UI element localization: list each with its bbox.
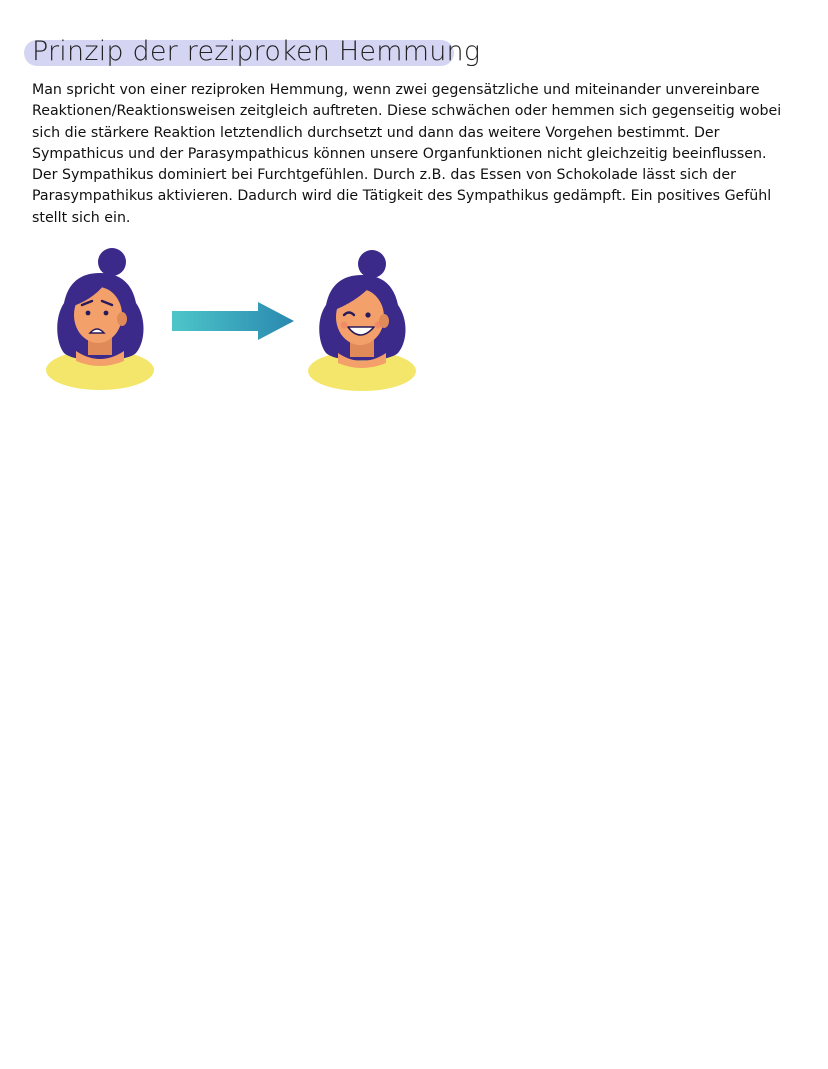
body-paragraph	[32, 80, 807, 229]
paragraph-line: sich die stärkere Reaktion letztendlich durchsetzt und dann das weitere Vorgehen bestimmt. Der	[32, 124, 720, 141]
happy-woman-icon	[302, 243, 422, 393]
page-title: Prinzip der reziproken Hemmung	[32, 36, 481, 67]
paragraph-line: stellt sich ein.	[32, 209, 131, 226]
paragraph-line: Parasympathikus aktivieren. Dadurch wird die Tätigkeit des Sympathikus gedämpft. Ein positives Gefühl	[32, 188, 772, 205]
worried-woman-icon	[40, 243, 160, 393]
paragraph-line: Reaktionen/Reaktionsweisen zeitgleich auftreten. Diese schwächen oder hemmen sich gegenseitig wobei	[32, 103, 782, 120]
arrow-right-icon	[170, 300, 296, 342]
title-block	[24, 36, 480, 68]
paragraph-line: Sympathicus und der Parasympathicus können unsere Organfunktionen nicht gleichzeitig beeinflussen.	[32, 145, 767, 162]
paragraph-line: Der Sympathikus dominiert bei Furchtgefühlen. Durch z.B. das Essen von Schokolade lässt sich der	[32, 167, 736, 184]
paragraph-line: Man spricht von einer reziproken Hemmung, wenn zwei gegensätzliche und miteinander unvereinbare	[32, 82, 760, 98]
